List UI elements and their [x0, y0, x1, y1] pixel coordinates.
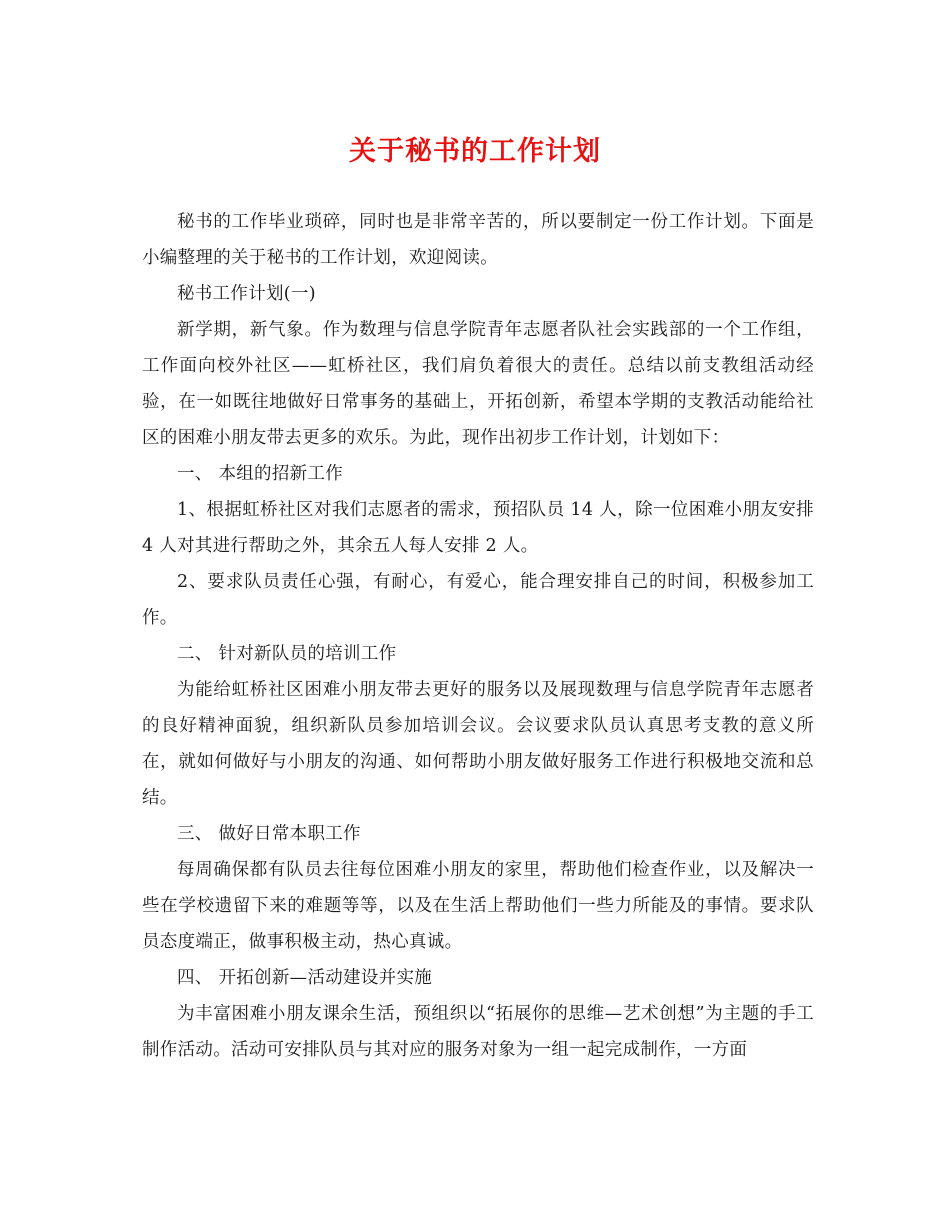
intro-paragraph: 秘书的工作毕业琐碎，同时也是非常辛苦的，所以要制定一份工作计划。下面是小编整理的关于秘书的工作计划，欢迎阅读。 [142, 212, 814, 268]
section-heading-plan-one: 秘书工作计划(一) [177, 284, 316, 304]
section-heading-recruitment: 一、 本组的招新工作 [177, 464, 344, 484]
section-heading-innovation: 四、 开拓创新—活动建设并实施 [177, 968, 433, 988]
document-title: 关于秘书的工作计划 [349, 136, 601, 167]
training-paragraph: 为能给虹桥社区困难小朋友带去更好的服务以及展现数理与信息学院青年志愿者的良好精神面貌，组织新队员参加培训会议。会议要求队员认真思考支教的意义所在，就如何做好与小朋友的沟通、如何帮助小朋友做好服务工作进行积极地交流和总结。 [142, 680, 814, 808]
innovation-paragraph: 为丰富困难小朋友课余生活，预组织以“拓展你的思维—艺术创想”为主题的手工制作活动。活动可安排队员与其对应的服务对象为一组一起完成制作，一方面 [142, 1004, 814, 1060]
daily-work-paragraph: 每周确保都有队员去往每位困难小朋友的家里，帮助他们检查作业，以及解决一些在学校遗留下来的难题等等，以及在生活上帮助他们一些力所能及的事情。要求队员态度端正，做事积极主动，热心真诚。 [142, 860, 814, 952]
overview-paragraph: 新学期，新气象。作为数理与信息学院青年志愿者队社会实践部的一个工作组，工作面向校外社区——虹桥社区，我们肩负着很大的责任。总结以前支教组活动经验，在一如既往地做好日常事务的基础上，开拓创新，希望本学期的支教活动能给社区的困难小朋友带去更多的欢乐。为此，现作出初步工作计划，计划如下： [142, 320, 814, 448]
recruitment-item-1: 1、根据虹桥社区对我们志愿者的需求，预招队员 14 人，除一位困难小朋友安排 4 人对其进行帮助之外，其余五人每人安排 2 人。 [142, 500, 814, 556]
section-heading-training: 二、 针对新队员的培训工作 [177, 644, 397, 664]
recruitment-item-2: 2、要求队员责任心强，有耐心，有爱心，能合理安排自己的时间，积极参加工作。 [142, 572, 814, 628]
section-heading-daily-work: 三、 做好日常本职工作 [177, 824, 361, 844]
document-body [142, 204, 814, 1068]
